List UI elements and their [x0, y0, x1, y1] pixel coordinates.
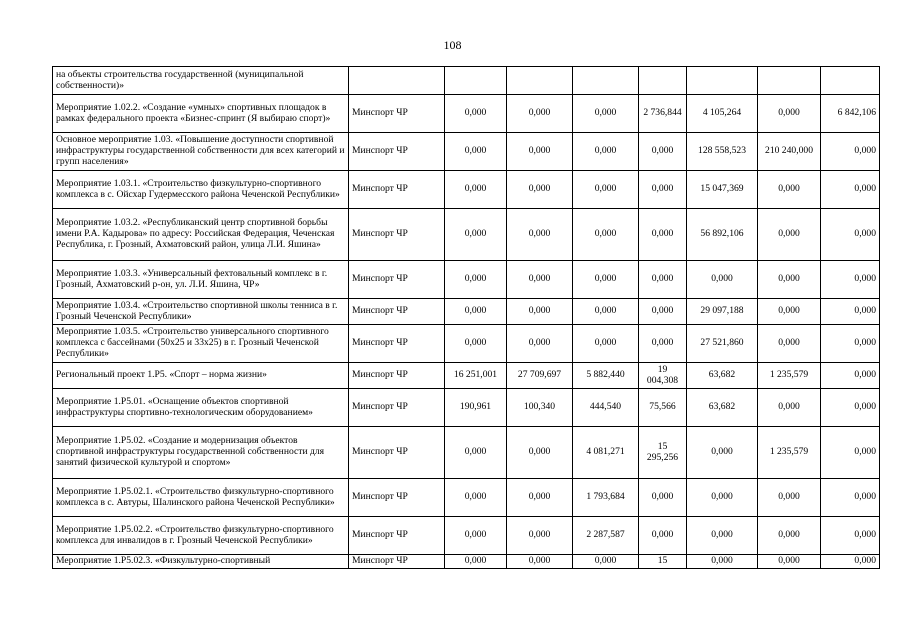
amount-cell: 0,000: [639, 133, 687, 171]
amount-cell: 0,000: [639, 325, 687, 363]
table-row: [53, 479, 880, 517]
amount-cell: 0,000: [758, 261, 821, 299]
amount-cell: 0,000: [507, 479, 573, 517]
amount-cell: 0,000: [445, 171, 507, 209]
activity-name-cell: Мероприятие 1.Р5.02.1. «Строительство физкультурно-спортивного комплекса в с. Автуры, Шалинского района Чеченской Республики»: [53, 479, 349, 517]
amount-cell: 63,682: [687, 363, 758, 389]
executor-cell: Минспорт ЧР: [349, 209, 445, 261]
executor-cell: Минспорт ЧР: [349, 95, 445, 133]
amount-cell: 0,000: [445, 555, 507, 569]
amount-cell: 0,000: [507, 325, 573, 363]
activity-name-cell: Мероприятие 1.03.2. «Республиканский центр спортивной борьбы имени Р.А. Кадырова» по адресу: Российская Федерация, Чеченская Республика, г. Грозный, Ахматовский район, улица Л.И. Яшина»: [53, 209, 349, 261]
executor-cell: Минспорт ЧР: [349, 479, 445, 517]
executor-cell: Минспорт ЧР: [349, 427, 445, 479]
table-row: [53, 67, 880, 95]
amount-cell: 15 047,369: [687, 171, 758, 209]
amount-cell: 0,000: [821, 555, 880, 569]
table-row: [53, 517, 880, 555]
amount-cell: 0,000: [821, 479, 880, 517]
activity-name-cell: Региональный проект 1.Р5. «Спорт – норма жизни»: [53, 363, 349, 389]
budget-table: [52, 66, 880, 569]
executor-cell: Минспорт ЧР: [349, 389, 445, 427]
amount-cell: 0,000: [821, 209, 880, 261]
amount-cell: 0,000: [507, 261, 573, 299]
amount-cell: 0,000: [445, 479, 507, 517]
amount-cell: 444,540: [573, 389, 639, 427]
amount-cell: 6 842,106: [821, 95, 880, 133]
amount-cell: 0,000: [687, 517, 758, 555]
executor-cell: Минспорт ЧР: [349, 299, 445, 325]
amount-cell: 0,000: [687, 555, 758, 569]
amount-cell: 0,000: [573, 95, 639, 133]
table-row: [53, 389, 880, 427]
amount-cell: [687, 67, 758, 95]
activity-name-cell: Основное мероприятие 1.03. «Повышение доступности спортивной инфраструктуры государственной собственности для всех категорий и групп населения»: [53, 133, 349, 171]
amount-cell: 0,000: [758, 209, 821, 261]
table-row: [53, 427, 880, 479]
amount-cell: 0,000: [758, 555, 821, 569]
amount-cell: 0,000: [758, 389, 821, 427]
amount-cell: 27 521,860: [687, 325, 758, 363]
amount-cell: 29 097,188: [687, 299, 758, 325]
table-row: [53, 325, 880, 363]
amount-cell: 0,000: [445, 95, 507, 133]
executor-cell: Минспорт ЧР: [349, 171, 445, 209]
amount-cell: 0,000: [639, 209, 687, 261]
amount-cell: 0,000: [507, 95, 573, 133]
amount-cell: 0,000: [758, 299, 821, 325]
amount-cell: 27 709,697: [507, 363, 573, 389]
amount-cell: 0,000: [758, 95, 821, 133]
amount-cell: 0,000: [821, 363, 880, 389]
amount-cell: 0,000: [445, 299, 507, 325]
amount-cell: 0,000: [821, 299, 880, 325]
table-row: [53, 261, 880, 299]
amount-cell: 75,566: [639, 389, 687, 427]
table-row: [53, 171, 880, 209]
activity-name-cell: Мероприятие 1.03.4. «Строительство спортивной школы тенниса в г. Грозный Чеченской Республики»: [53, 299, 349, 325]
amount-cell: 0,000: [507, 555, 573, 569]
activity-name-cell: Мероприятие 1.02.2. «Создание «умных» спортивных площадок в рамках федерального проекта «Бизнес-спринт (Я выбираю спорт)»: [53, 95, 349, 133]
amount-cell: 0,000: [507, 427, 573, 479]
activity-name-cell: Мероприятие 1.Р5.02. «Создание и модернизация объектов спортивной инфраструктуры государственной собственности для занятий физической культурой и спортом»: [53, 427, 349, 479]
amount-cell: 0,000: [758, 325, 821, 363]
table-row: [53, 299, 880, 325]
amount-cell: 15 295,256: [639, 427, 687, 479]
executor-cell: Минспорт ЧР: [349, 555, 445, 569]
amount-cell: [821, 67, 880, 95]
amount-cell: 128 558,523: [687, 133, 758, 171]
amount-cell: 0,000: [573, 209, 639, 261]
amount-cell: 0,000: [573, 133, 639, 171]
amount-cell: 0,000: [507, 209, 573, 261]
amount-cell: 0,000: [573, 325, 639, 363]
amount-cell: [639, 67, 687, 95]
amount-cell: 4 081,271: [573, 427, 639, 479]
activity-name-cell: на объекты строительства государственной (муниципальной собственности)»: [53, 67, 349, 95]
amount-cell: 0,000: [687, 261, 758, 299]
amount-cell: 2 736,844: [639, 95, 687, 133]
amount-cell: 0,000: [445, 261, 507, 299]
amount-cell: 0,000: [821, 261, 880, 299]
amount-cell: 0,000: [821, 133, 880, 171]
amount-cell: 0,000: [821, 171, 880, 209]
amount-cell: 0,000: [639, 299, 687, 325]
amount-cell: 0,000: [639, 479, 687, 517]
amount-cell: 0,000: [507, 133, 573, 171]
amount-cell: 0,000: [821, 389, 880, 427]
executor-cell: Минспорт ЧР: [349, 261, 445, 299]
activity-name-cell: Мероприятие 1.03.1. «Строительство физкультурно-спортивного комплекса в с. Ойсхар Гудермесского района Чеченской Республики»: [53, 171, 349, 209]
amount-cell: 0,000: [445, 133, 507, 171]
table-row: [53, 363, 880, 389]
amount-cell: 0,000: [507, 517, 573, 555]
amount-cell: [573, 67, 639, 95]
activity-name-cell: Мероприятие 1.Р5.02.3. «Физкультурно-спортивный: [53, 555, 349, 569]
amount-cell: 1 793,684: [573, 479, 639, 517]
table-row: [53, 133, 880, 171]
amount-cell: 0,000: [758, 171, 821, 209]
activity-name-cell: Мероприятие 1.Р5.02.2. «Строительство физкультурно-спортивного комплекса для инвалидов в г. Грозный Чеченской Республики»: [53, 517, 349, 555]
amount-cell: 0,000: [573, 299, 639, 325]
amount-cell: 190,961: [445, 389, 507, 427]
amount-cell: 0,000: [573, 555, 639, 569]
activity-name-cell: Мероприятие 1.Р5.01. «Оснащение объектов спортивной инфраструктуры спортивно-технологическим оборудованием»: [53, 389, 349, 427]
table-row: [53, 95, 880, 133]
amount-cell: 0,000: [821, 517, 880, 555]
amount-cell: 0,000: [507, 171, 573, 209]
amount-cell: 0,000: [687, 427, 758, 479]
amount-cell: 0,000: [639, 261, 687, 299]
amount-cell: 0,000: [573, 171, 639, 209]
amount-cell: 15: [639, 555, 687, 569]
activity-name-cell: Мероприятие 1.03.3. «Универсальный фехтовальный комплекс в г. Грозный, Ахматовский р-он, ул. Л.И. Яшина, ЧР»: [53, 261, 349, 299]
amount-cell: 0,000: [687, 479, 758, 517]
table-row: [53, 209, 880, 261]
amount-cell: [758, 67, 821, 95]
amount-cell: 63,682: [687, 389, 758, 427]
executor-cell: Минспорт ЧР: [349, 363, 445, 389]
activity-name-cell: Мероприятие 1.03.5. «Строительство универсального спортивного комплекса с бассейнами (50х25 и 33х25) в г. Грозный Чеченской Республики»: [53, 325, 349, 363]
amount-cell: 0,000: [445, 325, 507, 363]
amount-cell: 4 105,264: [687, 95, 758, 133]
amount-cell: 1 235,579: [758, 363, 821, 389]
amount-cell: 1 235,579: [758, 427, 821, 479]
amount-cell: 56 892,106: [687, 209, 758, 261]
amount-cell: 0,000: [445, 427, 507, 479]
amount-cell: 0,000: [758, 517, 821, 555]
amount-cell: 0,000: [445, 517, 507, 555]
amount-cell: 100,340: [507, 389, 573, 427]
amount-cell: [445, 67, 507, 95]
amount-cell: 0,000: [639, 517, 687, 555]
amount-cell: 0,000: [821, 325, 880, 363]
amount-cell: 19 004,308: [639, 363, 687, 389]
executor-cell: Минспорт ЧР: [349, 325, 445, 363]
amount-cell: 0,000: [639, 171, 687, 209]
amount-cell: 0,000: [573, 261, 639, 299]
page-number: 108: [443, 38, 462, 52]
amount-cell: 5 882,440: [573, 363, 639, 389]
amount-cell: 210 240,000: [758, 133, 821, 171]
amount-cell: [507, 67, 573, 95]
executor-cell: Минспорт ЧР: [349, 133, 445, 171]
table-row: [53, 555, 880, 569]
executor-cell: Минспорт ЧР: [349, 517, 445, 555]
amount-cell: 0,000: [821, 427, 880, 479]
amount-cell: 0,000: [445, 209, 507, 261]
amount-cell: 0,000: [758, 479, 821, 517]
amount-cell: 0,000: [507, 299, 573, 325]
executor-cell: [349, 67, 445, 95]
amount-cell: 16 251,001: [445, 363, 507, 389]
amount-cell: 2 287,587: [573, 517, 639, 555]
